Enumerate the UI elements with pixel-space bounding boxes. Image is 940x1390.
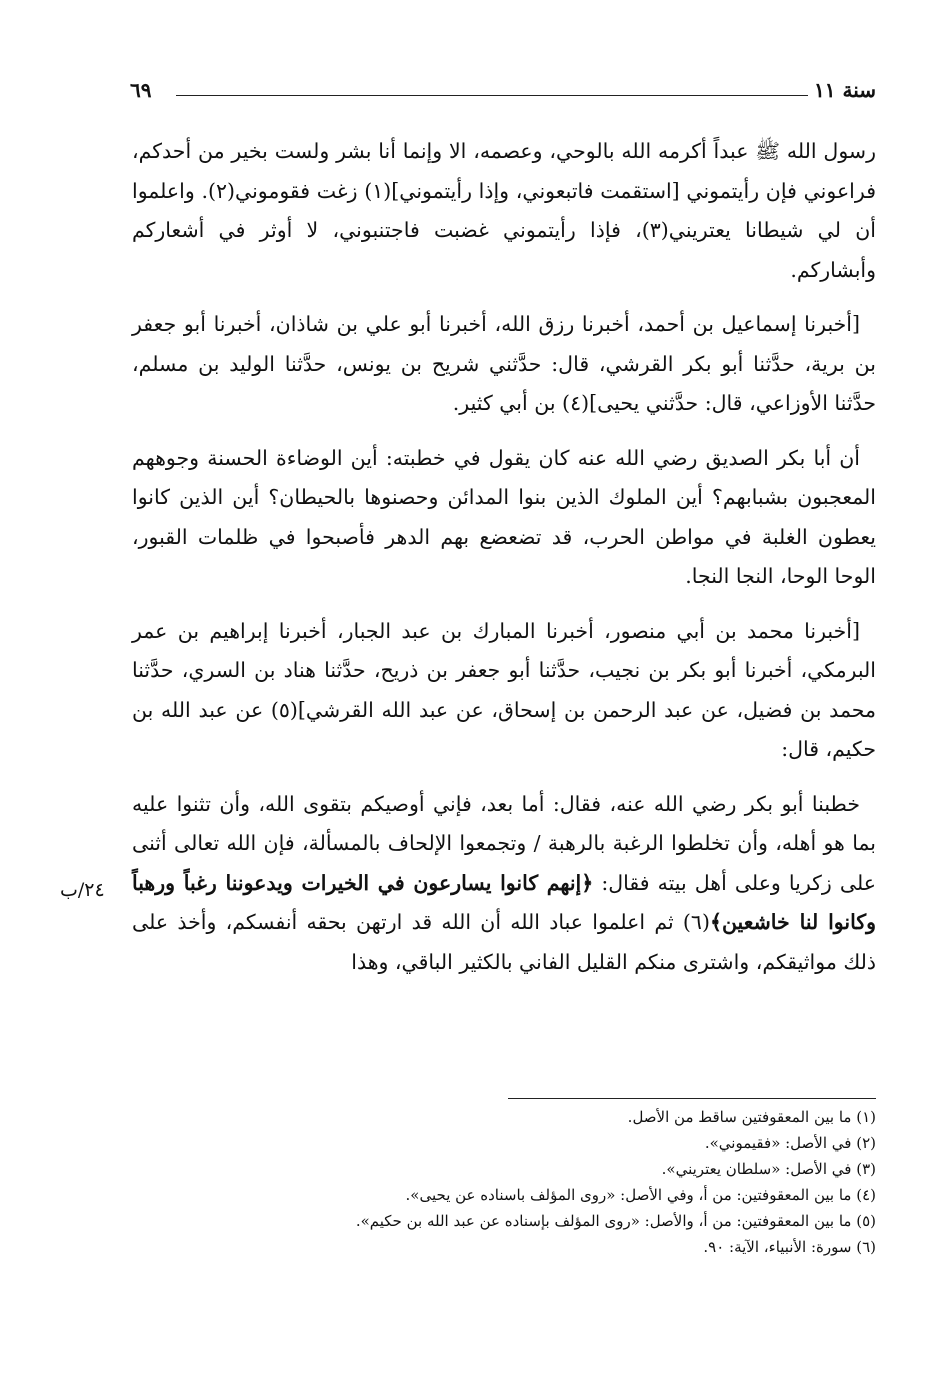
footnote-5: (٥) ما بين المعقوفتين: من أ، والأصل: «روى المؤلف بإسناده عن عبد الله بن حكيم».	[355, 1212, 876, 1230]
page-header	[128, 78, 876, 110]
footnote-3: (٣) في الأصل: «سلطان يعتريني».	[661, 1160, 876, 1178]
paragraph-5-text: خطبنا أبو بكر رضي الله عنه، فقال: أما بعد، فإني أوصيكم بتقوى الله، وأن تثنوا عليه بما هو أهله، وأن تخلطوا الرغبة بالرهبة / وتجمعوا الإلحاف بالمسألة، فإن الله تعالى أثنى على زكريا وعلى أهل بيته فقال:	[132, 791, 876, 895]
footnote-6: (٦) سورة: الأنبياء، الآية: ٩٠.	[703, 1238, 876, 1256]
paragraph-4: [أخبرنا محمد بن أبي منصور، أخبرنا المبارك بن عبد الجبار، أخبرنا إبراهيم بن عمر البرمكي، أخبرنا أبو بكر بن نجيب، حدَّثنا أبو جعفر بن ذريح، حدَّثنا هناد بن السري، حدَّثنا محمد بن فضيل، عن عبد الرحمن بن إسحاق، عن عبد الله القرشي](٥) عن عبد الله بن حكيم، قال:	[132, 618, 877, 761]
paragraph-2: [أخبرنا إسماعيل بن أحمد، أخبرنا رزق الله، أخبرنا أبو علي بن شاذان، أخبرنا أبو جعفر بن برية، حدَّثنا أبو بكر القرشي، قال: حدَّثني شريح بن يونس، حدَّثنا الوليد بن مسلم، حدَّثنا الأوزاعي، قال: حدَّثني يحيى](٤) بن أبي كثير.	[132, 312, 876, 415]
footnote-2: (٢) في الأصل: «فقيموني».	[704, 1134, 876, 1152]
page-number: ٦٩	[130, 78, 152, 102]
footnote-1: (١) ما بين المعقوفتين ساقط من الأصل.	[627, 1108, 876, 1126]
footnote-separator	[508, 1098, 876, 1099]
paragraph-5	[132, 785, 876, 983]
main-text	[132, 132, 876, 997]
running-title: سنة ١١	[814, 78, 876, 102]
paragraph-1: رسول الله ﷺ عبداً أكرمه الله بالوحي، وعصمه، الا وإنما أنا بشر ولست بخير من أحدكم، فراعوني فإن رأيتموني [استقمت فاتبعوني، وإذا رأيتموني](١) زغت فقوموني(٢). واعلموا أن لي شيطانا يعتريني(٣)، فإذا رأيتموني غضبت فاجتنبوني، لا أوثر في أشعاركم وأبشاركم.	[132, 139, 877, 282]
margin-folio-note: ٢٤/ب	[60, 879, 105, 901]
paragraph-3: أن أبا بكر الصديق رضي الله عنه كان يقول في خطبته: أين الوضاءة الحسنة وجوههم المعجبون بشبابهم؟ أين الملوك الذين بنوا المدائن وحصنوها بالحيطان؟ أين الذين كانوا يعطون الغلبة في مواطن الحرب، قد تضعضع بهم الدهر فأصبحوا في ظلمات القبور، الوحا الوحا، النجا النجا.	[132, 445, 876, 588]
paragraph-5-continuation: (٦) ثم اعلموا عباد الله أن الله قد ارتهن بحقه أنفسكم، وأخذ على ذلك مواثيقكم، واشترى منكم القليل الفاني بالكثير الباقي، وهذا	[132, 910, 876, 974]
footnotes	[240, 1104, 876, 1260]
header-rule	[176, 95, 808, 96]
footnote-4: (٤) ما بين المعقوفتين: من أ، وفي الأصل: «روى المؤلف باسناده عن يحيى».	[405, 1186, 876, 1204]
quran-verse: ﴿إنهم كانوا يسارعون في الخيرات ويدعوننا رغباً ورهباً وكانوا لنا خاشعين﴾	[132, 870, 876, 934]
